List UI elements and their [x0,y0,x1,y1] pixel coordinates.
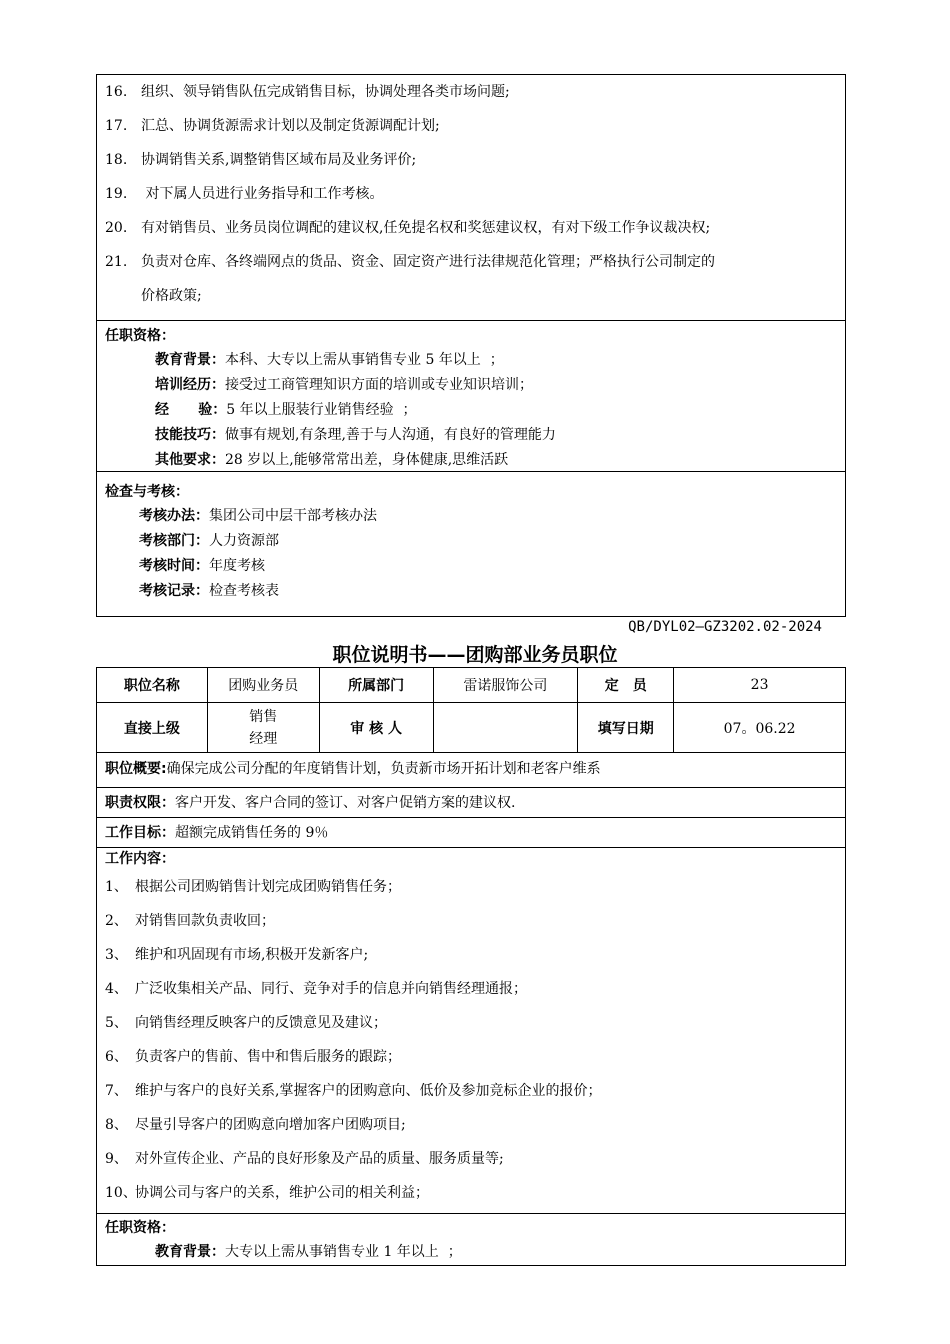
work-item [97,972,845,1006]
qualification-label: 培训经历： [155,377,225,393]
goal-value: 超额完成销售任务的 9％ [175,825,329,841]
assessment-row [97,554,845,579]
qualification-value: 5 年以上服装行业销售经验 ； [226,402,417,418]
duty-text: 组织、领导销售队伍完成销售目标，协调处理各类市场问题; [141,84,510,100]
reviewer-label: 审 核 人 [319,703,433,753]
qualification-section [97,320,845,471]
bottom-qualification-heading: 任职资格： [105,1220,175,1236]
work-text: 广泛收集相关产品、同行、竞争对手的信息并向销售经理通报； [135,981,527,997]
position-name-label: 职位名称 [97,668,208,703]
work-item [97,938,845,972]
qualification-value: 本科、大专以上需从事销售专业 5 年以上 ； [225,352,504,368]
work-number: 1、 [105,879,128,895]
overview-label: 职位概要: [105,761,167,777]
position-info-table [96,667,846,753]
duty-text: 对下属人员进行业务指导和工作考核。 [141,186,384,202]
work-section [97,847,845,1213]
assessment-row [97,579,845,604]
work-number: 6、 [105,1049,128,1065]
work-text: 负责客户的售前、售中和售后服务的跟踪； [135,1049,401,1065]
work-text: 根据公司团购销售计划完成团购销售任务； [135,879,401,895]
authority-value: 客户开发、客户合同的签订、对客户促销方案的建议权. [175,795,516,811]
goal-label: 工作目标： [105,825,175,841]
assessment-heading: 检查与考核： [105,484,189,500]
fill-date-label: 填写日期 [578,703,674,753]
superior-label: 直接上级 [97,703,208,753]
qualification-row [97,373,845,398]
work-heading: 工作内容： [105,851,175,867]
position-name-value: 团购业务员 [207,668,319,703]
work-text: 对销售回款负责收回； [135,913,275,929]
qualification-label: 教育背景： [155,352,225,368]
bottom-qualification-section [97,1213,845,1266]
work-item [97,1176,845,1210]
reviewer-value [433,703,578,753]
quota-value: 23 [674,668,846,703]
qualification-value: 做事有规划,有条理,善于与人沟通，有良好的管理能力 [225,427,556,443]
work-text: 维护和巩固现有市场,积极开发新客户; [135,947,369,963]
work-item [97,1142,845,1176]
duty-number: 19. [105,186,128,202]
department-value: 雷诺服饰公司 [433,668,578,703]
qualification-row [97,423,845,448]
duty-text: 负责对仓库、各终端网点的货品、资金、固定资产进行法律规范化管理；严格执行公司制定的 [141,254,715,270]
work-text: 协调公司与客户的关系，维护公司的相关利益； [135,1185,429,1201]
qualification-value: 28 岁以上,能够常常出差，身体健康,思维活跃 [225,452,509,468]
qualification-heading: 任职资格： [105,328,175,344]
work-item [97,1074,845,1108]
work-number: 2、 [105,913,128,929]
duty-item [97,109,845,143]
superior-value-line: 经理 [249,730,278,747]
duty-text-continued: 价格政策; [141,288,202,304]
work-text: 尽量引导客户的团购意向增加客户团购项目; [135,1117,406,1133]
authority-label: 职责权限： [105,795,175,811]
bottom-qualification-row [97,1240,845,1265]
work-number: 10、 [105,1185,137,1201]
goal-section [97,817,845,847]
duty-number: 17. [105,118,128,134]
assessment-row [97,504,845,529]
assessment-section [97,471,845,616]
duty-text: 汇总、协调货源需求计划以及制定货源调配计划; [141,118,440,134]
work-text: 对外宣传企业、产品的良好形象及产品的质量、服务质量等; [135,1151,504,1167]
assessment-value: 年度考核 [209,558,265,574]
duty-item [97,211,845,245]
overview-section [97,752,845,787]
department-label: 所属部门 [319,668,433,703]
work-item [97,1006,845,1040]
duties-section [97,75,845,320]
duty-item [97,143,845,177]
fill-date-value: 07。06.22 [674,703,846,753]
document-code: QB/DYL02—GZ3202.02-2024 [628,619,822,635]
qualification-label: 技能技巧： [155,427,225,443]
lower-section-box [96,752,846,1266]
work-number: 9、 [105,1151,128,1167]
qualification-row [97,398,845,423]
duty-item [97,75,845,109]
qualification-row [97,448,845,473]
bottom-qualification-label: 教育背景： [155,1244,225,1260]
work-text: 维护与客户的良好关系,掌握客户的团购意向、低价及参加竞标企业的报价； [135,1083,602,1099]
overview-value: 确保完成公司分配的年度销售计划，负责新市场开拓计划和老客户维系 [166,761,601,777]
work-number: 8、 [105,1117,128,1133]
work-number: 4、 [105,981,128,997]
duty-text: 有对销售员、业务员岗位调配的建议权,任免提名权和奖惩建议权，有对下级工作争议裁决权; [141,220,711,236]
assessment-label: 考核时间： [139,558,209,574]
duty-number: 16. [105,84,128,100]
qualification-value: 接受过工商管理知识方面的培训或专业知识培训； [225,377,533,393]
info-row [97,703,846,753]
qualification-label: 其他要求： [155,452,225,468]
upper-section-box [96,74,846,617]
work-item [97,904,845,938]
assessment-value: 检查考核表 [209,583,279,599]
assessment-row [97,529,845,554]
duty-number: 20. [105,220,128,236]
work-text: 向销售经理反映客户的反馈意见及建议； [135,1015,387,1031]
bottom-qualification-value: 大专以上需从事销售专业 1 年以上 ； [225,1244,462,1260]
work-item [97,870,845,904]
work-item [97,1108,845,1142]
assessment-label: 考核办法： [139,508,209,524]
work-number: 7、 [105,1083,128,1099]
duty-text: 协调销售关系,调整销售区域布局及业务评价; [141,152,417,168]
duty-item [97,245,845,313]
superior-value [207,703,319,753]
duty-item [97,177,845,211]
duty-number: 18. [105,152,128,168]
assessment-value: 集团公司中层干部考核办法 [209,508,377,524]
work-number: 3、 [105,947,128,963]
qualification-row [97,348,845,373]
assessment-label: 考核部门： [139,533,209,549]
work-number: 5、 [105,1015,128,1031]
info-row [97,668,846,703]
authority-section [97,787,845,817]
assessment-label: 考核记录： [139,583,209,599]
assessment-value: 人力资源部 [209,533,279,549]
quota-label: 定 员 [578,668,674,703]
qualification-label: 经 验： [155,402,227,418]
superior-value-line: 销售 [249,708,278,725]
work-item [97,1040,845,1074]
duty-number: 21. [105,254,128,270]
document-title: 职位说明书——团购部业务员职位 [332,644,618,666]
